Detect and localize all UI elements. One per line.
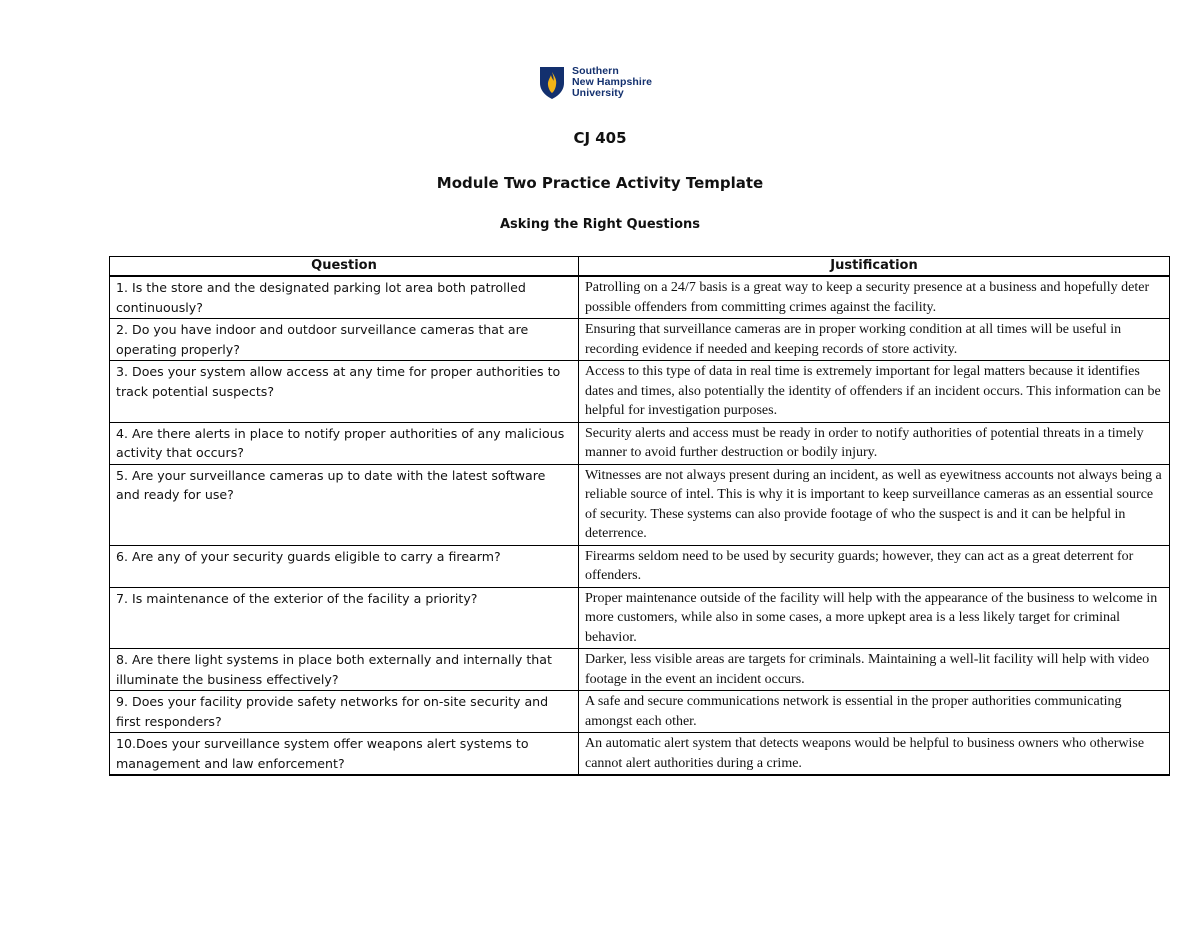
justification-cell: A safe and secure communications network is essential in the proper authorities communicating amongst each other.: [579, 691, 1170, 733]
logo-line-1: Southern: [572, 65, 619, 77]
question-cell: 6. Are any of your security guards eligible to carry a firearm?: [110, 545, 579, 587]
justification-cell: Witnesses are not always present during an incident, as well as eyewitness accounts not always being a reliable source of intel. This is why it is important to keep surveillance cameras as an essential source of security. These systems can also provide footage of who the suspect is and it can be helpful in deterrence.: [579, 464, 1170, 545]
justification-cell: An automatic alert system that detects weapons would be helpful to business owners who otherwise cannot alert authorities during a crime.: [579, 733, 1170, 776]
question-cell: 5. Are your surveillance cameras up to date with the latest software and ready for use?: [110, 464, 579, 545]
logo-line-3: University: [572, 87, 624, 99]
justification-cell: Patrolling on a 24/7 basis is a great way to keep a security presence at a business and hopefully deter possible offenders from committing crimes against the facility.: [579, 276, 1170, 319]
table-row: [110, 361, 1170, 423]
table-row: [110, 422, 1170, 464]
course-code: CJ 405: [573, 129, 627, 147]
logo-line-2: New Hampshire: [572, 76, 653, 88]
university-logo: [539, 66, 652, 100]
question-cell: 3. Does your system allow access at any time for proper authorities to track potential suspects?: [110, 361, 579, 423]
table-header-row: [110, 257, 1170, 277]
justification-cell: Firearms seldom need to be used by security guards; however, they can act as a great deterrent for offenders.: [579, 545, 1170, 587]
justification-cell: Ensuring that surveillance cameras are in proper working condition at all times will be useful in recording evidence if needed and keeping records of store activity.: [579, 319, 1170, 361]
column-header-justification: Justification: [579, 257, 1170, 277]
question-cell: 4. Are there alerts in place to notify proper authorities of any malicious activity that occurs?: [110, 422, 579, 464]
question-cell: 7. Is maintenance of the exterior of the facility a priority?: [110, 587, 579, 649]
logo-wordmark: [572, 66, 652, 99]
page-title: Module Two Practice Activity Template: [436, 174, 764, 192]
question-cell: 10.Does your surveillance system offer weapons alert systems to management and law enforcement?: [110, 733, 579, 776]
page-subtitle: Asking the Right Questions: [499, 217, 701, 232]
justification-cell: Proper maintenance outside of the facility will help with the appearance of the business to welcome in more customers, while also in some cases, a more upkept area is a less likely target for criminal behavior.: [579, 587, 1170, 649]
table-row: [110, 733, 1170, 776]
table-row: [110, 691, 1170, 733]
table-row: [110, 649, 1170, 691]
table-row: [110, 587, 1170, 649]
question-cell: 2. Do you have indoor and outdoor surveillance cameras that are operating properly?: [110, 319, 579, 361]
table-row: [110, 319, 1170, 361]
justification-cell: Darker, less visible areas are targets for criminals. Maintaining a well-lit facility will help with video footage in the event an incident occurs.: [579, 649, 1170, 691]
question-cell: 1. Is the store and the designated parking lot area both patrolled continuously?: [110, 276, 579, 319]
column-header-question: Question: [110, 257, 579, 277]
table-row: [110, 545, 1170, 587]
question-cell: 9. Does your facility provide safety networks for on-site security and first responders?: [110, 691, 579, 733]
justification-cell: Security alerts and access must be ready in order to notify authorities of potential threats in a timely manner to avoid further destruction or bodily injury.: [579, 422, 1170, 464]
table-row: [110, 464, 1170, 545]
questions-table: [109, 256, 1170, 776]
question-cell: 8. Are there light systems in place both externally and internally that illuminate the business effectively?: [110, 649, 579, 691]
shield-flame-icon: [539, 66, 565, 100]
table-row: [110, 276, 1170, 319]
justification-cell: Access to this type of data in real time is extremely important for legal matters because it identifies dates and times, also potentially the identity of offenders if an incident occurs. This information can be helpful for investigation purposes.: [579, 361, 1170, 423]
